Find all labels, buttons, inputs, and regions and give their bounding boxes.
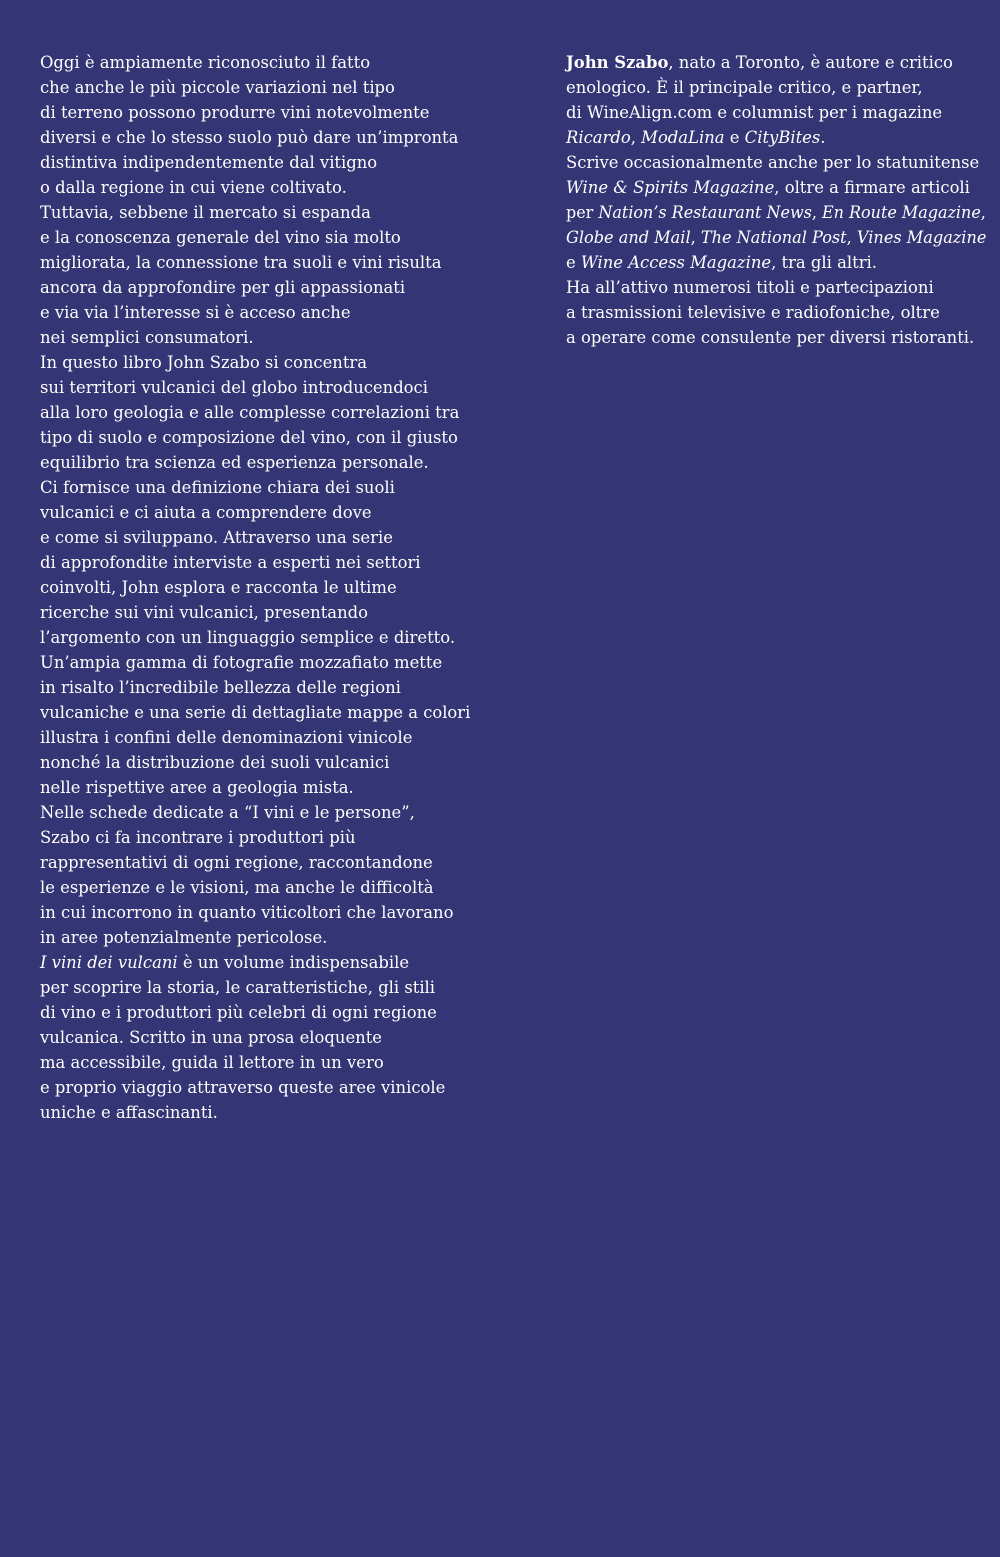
text-line: o dalla regione in cui viene coltivato. (40, 178, 347, 197)
text-line: e via via l’interesse si è acceso anche (40, 303, 351, 322)
magazine-title: The National Post (700, 228, 847, 247)
text-line: in risalto l’incredibile bellezza delle regioni (40, 678, 401, 697)
magazine-title: Wine & Spirits Magazine (566, 178, 775, 197)
text-line: enologico. È il principale critico, e partner, (566, 78, 923, 97)
text-line: Ha all’attivo numerosi titoli e partecipazioni (566, 278, 934, 297)
text-line (566, 225, 987, 250)
text-fragment: e (724, 128, 745, 147)
magazine-title: ModaLina (641, 128, 725, 147)
magazine-title: Ricardo (566, 128, 631, 147)
text-line (40, 950, 470, 975)
text-fragment: , (980, 203, 986, 222)
text-fragment: , (690, 228, 701, 247)
text-line: In questo libro John Szabo si concentra (40, 353, 368, 372)
text-fragment: , (846, 228, 857, 247)
text-line: Oggi è ampiamente riconosciuto il fatto (40, 53, 371, 72)
text-line (566, 125, 986, 150)
text-line: ricerche sui vini vulcanici, presentando (40, 603, 368, 622)
text-line: l’argomento con un linguaggio semplice e diretto. (40, 628, 456, 647)
text-line: Szabo ci fa incontrare i produttori più (40, 828, 356, 847)
author-name: John Szabo (566, 53, 669, 72)
text-line: vulcaniche e una serie di dettagliate mappe a colori (40, 703, 471, 722)
text-line: a operare come consulente per diversi ristoranti. (566, 328, 975, 347)
text-line (566, 200, 986, 225)
text-line: migliorata, la connessione tra suoli e vini risulta (40, 253, 442, 272)
book-description (40, 50, 470, 1125)
text-line: di approfondite interviste a esperti nei settori (40, 553, 421, 572)
book-title: I vini dei vulcani (40, 953, 178, 972)
magazine-title: Globe and Mail (566, 228, 691, 247)
text-fragment: , (630, 128, 642, 147)
text-line: uniche e affascinanti. (40, 1103, 218, 1122)
text-line (566, 175, 986, 200)
text-line: Ci fornisce una definizione chiara dei suoli (40, 478, 395, 497)
text-line: e come si sviluppano. Attraverso una serie (40, 528, 393, 547)
magazine-title: En Route Magazine (821, 203, 981, 222)
text-line: coinvolti, John esplora e racconta le ultime (40, 578, 397, 597)
text-line: rappresentativi di ogni regione, raccontandone (40, 853, 433, 872)
magazine-title: Wine Access Magazine (580, 253, 772, 272)
text-fragment: e (566, 253, 581, 272)
text-line: e proprio viaggio attraverso queste aree vinicole (40, 1078, 446, 1097)
text-line: ma accessibile, guida il lettore in un vero (40, 1053, 384, 1072)
text-line: per scoprire la storia, le caratteristiche, gli stili (40, 978, 436, 997)
text-line: equilibrio tra scienza ed esperienza personale. (40, 453, 429, 472)
text-line: tipo di suolo e composizione del vino, con il giusto (40, 428, 458, 447)
text-line: e la conoscenza generale del vino sia molto (40, 228, 401, 247)
text-fragment: , oltre a firmare articoli (774, 178, 970, 197)
text-line: a trasmissioni televisive e radiofoniche, oltre (566, 303, 940, 322)
text-line: Nelle schede dedicate a “I vini e le persone”, (40, 803, 415, 822)
text-line: sui territori vulcanici del globo introducendoci (40, 378, 428, 397)
text-line: illustra i confini delle denominazioni vinicole (40, 728, 413, 747)
text-line: vulcanica. Scritto in una prosa eloquente (40, 1028, 383, 1047)
text-line: ancora da approfondire per gli appassionati (40, 278, 406, 297)
author-bio (566, 50, 986, 350)
text-line: diversi e che lo stesso suolo può dare un’impronta (40, 128, 459, 147)
magazine-title: CityBites (744, 128, 821, 147)
text-line: nelle rispettive aree a geologia mista. (40, 778, 354, 797)
text-line: Un’ampia gamma di fotografie mozzafiato mette (40, 653, 443, 672)
text-line: alla loro geologia e alle complesse correlazioni tra (40, 403, 460, 422)
text-line: di WineAlign.com e columnist per i magazine (566, 103, 943, 122)
text-line: che anche le più piccole variazioni nel tipo (40, 78, 395, 97)
text-line: di vino e i produttori più celebri di ogni regione (40, 1003, 437, 1022)
text-line: nonché la distribuzione dei suoli vulcanici (40, 753, 390, 772)
text-line: le esperienze e le visioni, ma anche le difficoltà (40, 878, 434, 897)
text-line: in cui incorrono in quanto viticoltori che lavorano (40, 903, 454, 922)
text-line: in aree potenzialmente pericolose. (40, 928, 328, 947)
text-fragment: , tra gli altri. (771, 253, 877, 272)
text-line: vulcanici e ci aiuta a comprendere dove (40, 503, 372, 522)
text-line: distintiva indipendentemente dal vitigno (40, 153, 378, 172)
magazine-title: Nation’s Restaurant News (598, 203, 812, 222)
text-line (566, 250, 986, 275)
text-line: Scrive occasionalmente anche per lo statunitense (566, 153, 980, 172)
text-fragment: per (566, 203, 599, 222)
text-fragment: . (820, 128, 826, 147)
text-line (566, 50, 986, 75)
text-line: nei semplici consumatori. (40, 328, 254, 347)
text-line: Tuttavia, sebbene il mercato si espanda (40, 203, 371, 222)
text-fragment: , nato a Toronto, è autore e critico (668, 53, 953, 72)
text-fragment: , (811, 203, 822, 222)
text-fragment: è un volume indispensabile (177, 953, 410, 972)
magazine-title: Vines Magazine (856, 228, 987, 247)
text-line: di terreno possono produrre vini notevolmente (40, 103, 430, 122)
